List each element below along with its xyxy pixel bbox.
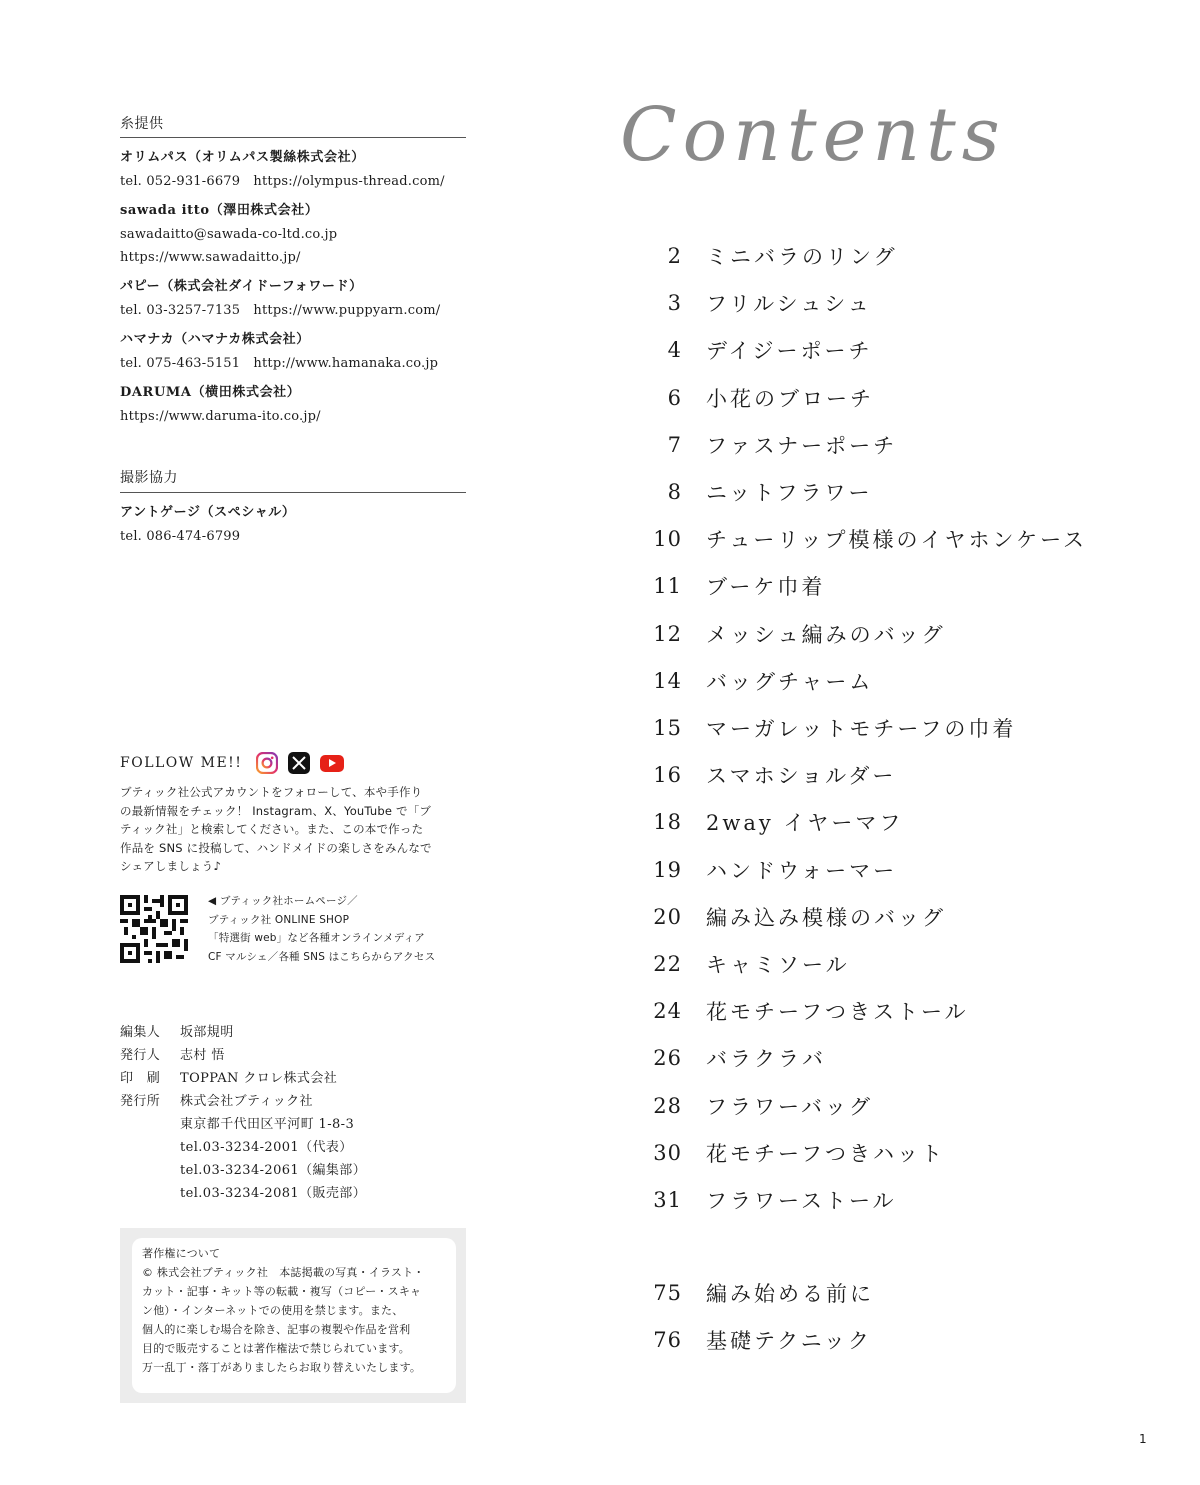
qr-line: ブティック社 ONLINE SHOP [208, 913, 350, 926]
toc-page-number: 14 [653, 669, 682, 693]
toc-entry[interactable] [640, 241, 1100, 271]
toc-title: フラワーストール [706, 1189, 897, 1213]
toc-page-number: 22 [653, 952, 682, 976]
toc-title: マーガレットモチーフの巾着 [706, 717, 1017, 741]
colophon-row [120, 1090, 366, 1113]
toc-title: 編み込み模様のバッグ [706, 906, 946, 930]
toc-page-number: 11 [653, 574, 682, 598]
toc-title: キャミソール [706, 953, 850, 977]
toc-page-number: 20 [653, 905, 682, 929]
colophon-row [120, 1113, 366, 1136]
toc-page-number: 15 [653, 716, 682, 740]
colophon-value: 志村 悟 [180, 1048, 225, 1063]
follow-description [120, 783, 470, 876]
follow-line: ティック社」と検索してください。また、この本で作った [120, 822, 424, 836]
toc-entry[interactable] [640, 760, 1100, 790]
colophon-row [120, 1021, 366, 1044]
colophon-value: 坂部規明 [180, 1025, 234, 1040]
colophon-label [120, 1113, 180, 1136]
colophon-value: TOPPAN クロレ株式会社 [180, 1071, 338, 1086]
colophon-value: tel.03-3234-2081（販売部） [180, 1186, 367, 1201]
toc-page-number: 16 [653, 763, 682, 787]
toc-title: メッシュ編みのバッグ [706, 623, 946, 647]
toc-page-number: 30 [653, 1141, 682, 1165]
toc-title: フラワーバッグ [706, 1095, 873, 1119]
toc-page-number: 24 [653, 999, 682, 1023]
toc-title: ファスナーポーチ [706, 434, 898, 458]
company-contact: tel. 075-463-5151 http://www.hamanaka.co.jp [120, 356, 439, 371]
page-number: 1 [1139, 1432, 1147, 1446]
toc-title: ニットフラワー [706, 481, 873, 505]
photo-tel: tel. 086-474-6799 [120, 529, 241, 544]
toc-title: 小花のブローチ [706, 387, 874, 411]
toc-title: 編み始める前に [706, 1282, 874, 1306]
toc-entry[interactable] [640, 1043, 1100, 1073]
toc-page-number: 4 [667, 338, 682, 362]
colophon-value: 株式会社ブティック社 [180, 1094, 313, 1109]
company-name: DARUMA（横田株式会社） [120, 385, 301, 400]
qr-line: CF マルシェ／各種 SNS はこちらからアクセス [208, 950, 436, 963]
qr-line: 「特選街 web」など各種オンラインメディア [208, 932, 425, 944]
toc-title: ブーケ巾着 [706, 575, 826, 599]
colophon-row [120, 1159, 366, 1182]
company-olympus [120, 146, 480, 193]
company-url: https://www.sawadaitto.jp/ [120, 250, 301, 265]
photo-heading: 撮影協力 [120, 470, 178, 486]
toc-title: スマホショルダー [706, 764, 897, 788]
toc-page-number: 6 [667, 386, 682, 410]
toc-entry[interactable] [640, 949, 1100, 979]
toc-entry[interactable] [640, 571, 1100, 601]
follow-title-row [120, 752, 344, 774]
colophon-label: 発行人 [120, 1048, 161, 1063]
company-name: パピー（株式会社ダイドーフォワード） [120, 279, 363, 294]
colophon-label [120, 1159, 180, 1182]
toc-title: ハンドウォーマー [706, 859, 898, 883]
toc-title: バラクラバ [706, 1047, 826, 1071]
toc-entry[interactable] [640, 477, 1100, 507]
toc-page-number: 76 [653, 1328, 682, 1352]
yarn-heading: 糸提供 [120, 116, 164, 132]
company-email: sawadaitto@sawada-co-ltd.co.jp [120, 227, 338, 242]
toc-entry[interactable] [640, 996, 1100, 1026]
toc-entry[interactable] [640, 383, 1100, 413]
toc-entry[interactable] [640, 1185, 1100, 1215]
colophon-row [120, 1067, 366, 1090]
toc-entry[interactable] [640, 713, 1100, 743]
toc-page-number: 26 [653, 1046, 682, 1070]
company-name: sawada itto（澤田株式会社） [120, 203, 319, 218]
toc-title: 2way イヤーマフ [706, 811, 904, 835]
toc-entry[interactable] [640, 524, 1100, 554]
copyright-line: ン他）・インターネットでの使用を禁じます。また、 [142, 1304, 404, 1317]
toc-page-number: 28 [653, 1094, 682, 1118]
colophon-row [120, 1182, 366, 1205]
company-name: ハマナカ（ハマナカ株式会社） [120, 332, 310, 347]
company-daruma [120, 381, 480, 428]
toc-page-number: 7 [667, 433, 682, 457]
toc-entry[interactable] [640, 1278, 1100, 1308]
toc-page-number: 19 [653, 858, 682, 882]
colophon [120, 1021, 366, 1205]
toc-page-number: 18 [653, 810, 682, 834]
colophon-value: 東京都千代田区平河町 1-8-3 [180, 1117, 355, 1132]
toc-title: フリルシュシュ [706, 292, 872, 316]
colophon-row [120, 1136, 366, 1159]
company-url: https://www.daruma-ito.co.jp/ [120, 409, 321, 424]
toc-entry[interactable] [640, 666, 1100, 696]
toc-page-number: 31 [653, 1188, 682, 1212]
toc-page-number: 12 [653, 622, 682, 646]
contents-title: Contents [620, 92, 1006, 178]
company-hamanaka [120, 328, 480, 375]
follow-title: FOLLOW ME!! [120, 755, 243, 771]
company-contact: tel. 052-931-6679 https://olympus-thread.com/ [120, 174, 445, 189]
yarn-company-list [120, 146, 480, 428]
toc-entry[interactable] [640, 1091, 1100, 1121]
qr-code[interactable] [120, 895, 188, 963]
toc-entry[interactable] [640, 1325, 1100, 1355]
company-sawada [120, 199, 480, 269]
colophon-label [120, 1182, 180, 1205]
toc-page-number: 10 [653, 527, 682, 551]
toc-entry[interactable] [640, 430, 1100, 460]
toc-entry[interactable] [640, 288, 1100, 318]
colophon-value: tel.03-3234-2001（代表） [180, 1140, 353, 1155]
colophon-label: 発行所 [120, 1094, 161, 1109]
photo-divider [120, 492, 466, 493]
colophon-label: 印 刷 [120, 1071, 161, 1086]
toc-entry[interactable] [640, 619, 1100, 649]
colophon-label: 編集人 [120, 1025, 161, 1040]
toc-page-number: 3 [667, 291, 682, 315]
toc-entry[interactable] [640, 902, 1100, 932]
copyright-line: © 株式会社ブティック社 本誌掲載の写真・イラスト・ [142, 1266, 425, 1279]
toc-title: デイジーポーチ [706, 339, 873, 363]
toc-entry[interactable] [640, 855, 1100, 885]
copyright-box [120, 1228, 466, 1403]
qr-description [208, 892, 435, 966]
photo-credit [120, 501, 296, 548]
toc-page-number: 2 [667, 244, 682, 268]
company-contact: tel. 03-3257-7135 https://www.puppyarn.com/ [120, 303, 441, 318]
qr-line: ◀ ブティック社ホームページ／ [208, 895, 358, 907]
follow-line: シェアしましょう♪ [120, 859, 221, 873]
copyright-line: 個人的に楽しむ場合を除き、記事の複製や作品を営利 [142, 1323, 411, 1336]
toc-title: 花モチーフつきハット [706, 1142, 945, 1166]
toc-entry[interactable] [640, 335, 1100, 365]
toc-page-number: 75 [653, 1281, 682, 1305]
colophon-value: tel.03-3234-2061（編集部） [180, 1163, 367, 1178]
colophon-label [120, 1136, 180, 1159]
toc-title: チューリップ模様のイヤホンケース [706, 528, 1088, 552]
copyright-notice [132, 1238, 456, 1393]
toc-entry[interactable] [640, 1138, 1100, 1168]
follow-line: の最新情報をチェック！ Instagram、X、YouTube で「ブ [120, 803, 432, 818]
copyright-line: 万一乱丁・落丁がありましたらお取り替えいたします。 [142, 1361, 422, 1374]
copyright-heading: 著作権について [142, 1247, 221, 1260]
company-name: オリムパス（オリムパス製絲株式会社） [120, 150, 365, 165]
toc-title: ミニバラのリング [706, 245, 898, 269]
x-icon[interactable] [288, 752, 310, 774]
yarn-divider [120, 137, 466, 138]
toc-title: 基礎テクニック [706, 1329, 872, 1353]
follow-line: ブティック社公式アカウントをフォローして、本や手作り [120, 785, 423, 799]
toc-title: バッグチャーム [706, 670, 874, 694]
photo-company: アントゲージ（スペシャル） [120, 505, 296, 520]
company-puppy [120, 275, 480, 322]
colophon-row [120, 1044, 366, 1067]
toc-entry[interactable] [640, 807, 1100, 837]
copyright-line: 目的で販売することは著作権法で禁じられています。 [142, 1342, 410, 1355]
youtube-icon[interactable] [320, 755, 344, 772]
toc-title: 花モチーフつきストール [706, 1000, 969, 1024]
instagram-icon[interactable] [256, 752, 278, 774]
copyright-line: カット・記事・キット等の転載・複写（コピー・スキャ [142, 1285, 422, 1298]
toc-page-number: 8 [667, 480, 682, 504]
follow-line: 作品を SNS に投稿して、ハンドメイドの楽しさをみんなで [120, 840, 432, 855]
